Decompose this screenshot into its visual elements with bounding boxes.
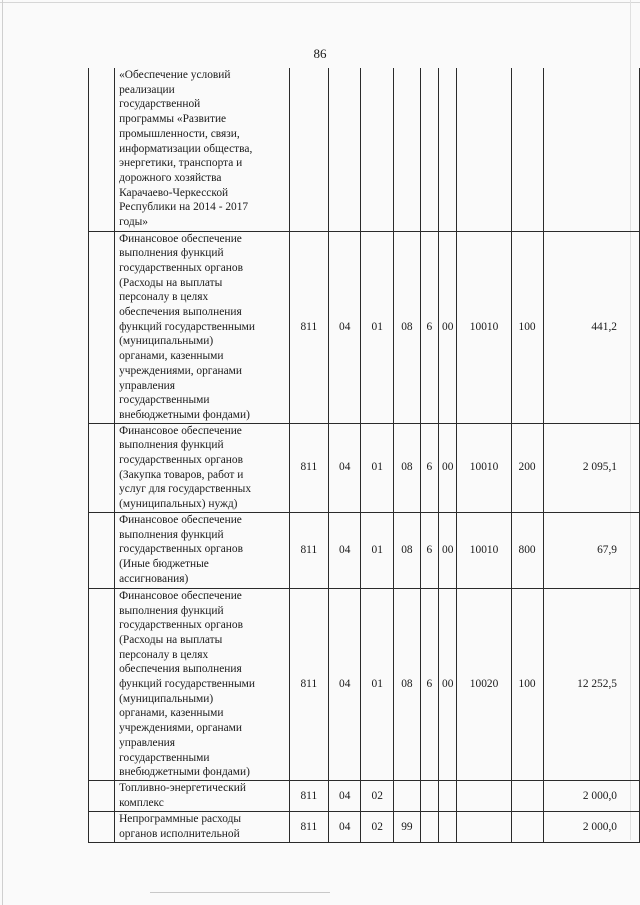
expense-name-cell xyxy=(115,68,290,231)
subsection-code-cell: 01 xyxy=(361,423,393,512)
direction-code-cell xyxy=(457,812,511,843)
ministry-code-cell xyxy=(289,68,328,231)
expense-name-line: Карачаево-Черкесской xyxy=(119,186,229,199)
expense-name-line: государственными xyxy=(119,751,210,764)
expense-name-line: органов исполнительной xyxy=(119,827,240,840)
event-code-cell xyxy=(438,812,457,843)
table-row xyxy=(89,812,640,843)
expense-name-line: Финансовое обеспечение xyxy=(119,513,242,526)
expense-name-line: персоналу в целях xyxy=(119,291,209,304)
direction-code-cell: 10010 xyxy=(457,423,511,512)
expense-name-line: органами, казенными xyxy=(119,707,224,720)
expense-name-line: государственными xyxy=(119,394,210,407)
expense-name-line: (муниципальных) нужд) xyxy=(119,498,238,511)
ministry-code-cell: 811 xyxy=(289,512,328,588)
ministry-code-cell: 811 xyxy=(289,812,328,843)
expense-name-line: (Расходы на выплаты xyxy=(119,276,223,289)
table-row xyxy=(89,231,640,423)
expense-name-line: управления xyxy=(119,736,176,749)
expense-name-line: (Иные бюджетные xyxy=(119,557,209,570)
amount-cell: 2 095,1 xyxy=(543,423,639,512)
ministry-code-cell: 811 xyxy=(289,423,328,512)
amount-cell xyxy=(543,68,639,231)
subsection-code-cell: 01 xyxy=(361,231,393,423)
expense-name-line: внебюджетными фондами) xyxy=(119,408,250,421)
event-code-cell: 00 xyxy=(438,512,457,588)
expense-name-line: «Обеспечение условий xyxy=(119,69,231,81)
expense-name-line: выполнения функций xyxy=(119,247,224,260)
expense-name-line: промышленности, связи, xyxy=(119,127,240,140)
scan-edge-top xyxy=(0,2,640,3)
table-row xyxy=(89,781,640,812)
expense-name-line: функций государственными xyxy=(119,678,255,691)
expense-name-line: (Закупка товаров, работ и xyxy=(119,468,244,481)
expense-name-cell xyxy=(115,588,290,780)
expense-name-line: дорожного хозяйства xyxy=(119,171,222,184)
expense-name-line: обеспечения выполнения xyxy=(119,306,242,319)
row-number-cell xyxy=(89,423,115,512)
expense-name-line: (Расходы на выплаты xyxy=(119,633,223,646)
expense-name-line: государственных органов xyxy=(119,619,243,632)
expense-type-code-cell: 800 xyxy=(511,512,543,588)
expense-name-line: энергетики, транспорта и xyxy=(119,157,243,170)
section-code-cell xyxy=(329,68,361,231)
expense-name-line: Топливно-энергетический xyxy=(119,782,246,794)
subprogram-code-cell: 6 xyxy=(420,588,438,780)
direction-code-cell: 10010 xyxy=(457,231,511,423)
expense-name-line: (муниципальными) xyxy=(119,335,214,348)
subsection-code-cell: 02 xyxy=(361,781,393,812)
program-code-cell: 08 xyxy=(393,588,420,780)
direction-code-cell: 10010 xyxy=(457,512,511,588)
section-code-cell: 04 xyxy=(329,423,361,512)
expense-type-code-cell xyxy=(511,812,543,843)
expense-name-line: ассигнования) xyxy=(119,572,189,585)
subsection-code-cell xyxy=(361,68,393,231)
section-code-cell: 04 xyxy=(329,588,361,780)
expense-type-code-cell xyxy=(511,68,543,231)
table-row xyxy=(89,588,640,780)
expense-name-line: Финансовое обеспечение xyxy=(119,589,242,602)
expense-name-line: (муниципальными) xyxy=(119,692,214,705)
ministry-code-cell: 811 xyxy=(289,781,328,812)
subprogram-code-cell: 6 xyxy=(420,423,438,512)
subprogram-code-cell: 6 xyxy=(420,231,438,423)
direction-code-cell xyxy=(457,781,511,812)
amount-cell: 2 000,0 xyxy=(543,781,639,812)
program-code-cell xyxy=(393,781,420,812)
expense-name-line: выполнения функций xyxy=(119,528,224,541)
subsection-code-cell: 01 xyxy=(361,588,393,780)
scan-edge-bottom xyxy=(150,892,330,893)
expense-type-code-cell: 100 xyxy=(511,231,543,423)
expense-name-line: Финансовое обеспечение xyxy=(119,424,242,437)
subprogram-code-cell: 6 xyxy=(420,512,438,588)
event-code-cell xyxy=(438,781,457,812)
row-number-cell xyxy=(89,512,115,588)
expense-type-code-cell xyxy=(511,781,543,812)
expense-type-code-cell: 100 xyxy=(511,588,543,780)
event-code-cell: 00 xyxy=(438,588,457,780)
scan-edge-left xyxy=(2,0,3,905)
subsection-code-cell: 02 xyxy=(361,812,393,843)
page-number: 86 xyxy=(313,46,327,61)
event-code-cell: 00 xyxy=(438,423,457,512)
expense-name-line: государственных органов xyxy=(119,543,243,556)
amount-cell: 441,2 xyxy=(543,231,639,423)
program-code-cell: 08 xyxy=(393,512,420,588)
expense-name-line: годы» xyxy=(119,216,148,229)
subprogram-code-cell xyxy=(420,812,438,843)
program-code-cell xyxy=(393,68,420,231)
expense-name-cell xyxy=(115,423,290,512)
expense-name-line: комплекс xyxy=(119,796,164,809)
expense-name-line: органами, казенными xyxy=(119,350,224,363)
program-code-cell: 99 xyxy=(393,812,420,843)
direction-code-cell: 10020 xyxy=(457,588,511,780)
table-row xyxy=(89,512,640,588)
amount-cell: 2 000,0 xyxy=(543,812,639,843)
expense-name-cell xyxy=(115,812,290,843)
amount-cell: 12 252,5 xyxy=(543,588,639,780)
row-number-cell xyxy=(89,812,115,843)
expense-name-line: персоналу в целях xyxy=(119,648,209,661)
expense-name-line: реализации xyxy=(119,83,175,96)
expense-name-line: учреждениями, органами xyxy=(119,364,242,377)
expense-name-line: выполнения функций xyxy=(119,604,224,617)
expense-name-cell xyxy=(115,512,290,588)
expense-type-code-cell: 200 xyxy=(511,423,543,512)
budget-allocation-table xyxy=(88,68,640,843)
expense-name-line: учреждениями, органами xyxy=(119,722,242,735)
expense-name-line: Финансовое обеспечение xyxy=(119,232,242,245)
expense-name-line: выполнения функций xyxy=(119,439,224,452)
subsection-code-cell: 01 xyxy=(361,512,393,588)
expense-name-line: услуг для государственных xyxy=(119,483,252,496)
subprogram-code-cell xyxy=(420,781,438,812)
section-code-cell: 04 xyxy=(329,781,361,812)
event-code-cell: 00 xyxy=(438,231,457,423)
expense-name-line: обеспечения выполнения xyxy=(119,663,242,676)
program-code-cell: 08 xyxy=(393,423,420,512)
row-number-cell xyxy=(89,68,115,231)
ministry-code-cell: 811 xyxy=(289,588,328,780)
expense-name-line: государственных органов xyxy=(119,261,243,274)
expense-name-line: управления xyxy=(119,379,176,392)
row-number-cell xyxy=(89,231,115,423)
event-code-cell xyxy=(438,68,457,231)
section-code-cell: 04 xyxy=(329,812,361,843)
expense-name-line: государственной xyxy=(119,98,201,111)
row-number-cell xyxy=(89,588,115,780)
table-row xyxy=(89,423,640,512)
expense-name-line: государственных органов xyxy=(119,454,243,467)
expense-name-line: функций государственными xyxy=(119,320,255,333)
subprogram-code-cell xyxy=(420,68,438,231)
table-row xyxy=(89,68,640,231)
ministry-code-cell: 811 xyxy=(289,231,328,423)
expense-name-cell xyxy=(115,781,290,812)
section-code-cell: 04 xyxy=(329,231,361,423)
expense-name-line: Республики на 2014 - 2017 xyxy=(119,201,249,214)
row-number-cell xyxy=(89,781,115,812)
expense-name-line: программы «Развитие xyxy=(119,113,227,126)
section-code-cell: 04 xyxy=(329,512,361,588)
expense-name-cell xyxy=(115,231,290,423)
expense-name-line: информатизации общества, xyxy=(119,142,253,155)
program-code-cell: 08 xyxy=(393,231,420,423)
amount-cell: 67,9 xyxy=(543,512,639,588)
direction-code-cell xyxy=(457,68,511,231)
expense-name-line: Непрограммные расходы xyxy=(119,813,242,825)
expense-name-line: внебюджетными фондами) xyxy=(119,766,250,779)
